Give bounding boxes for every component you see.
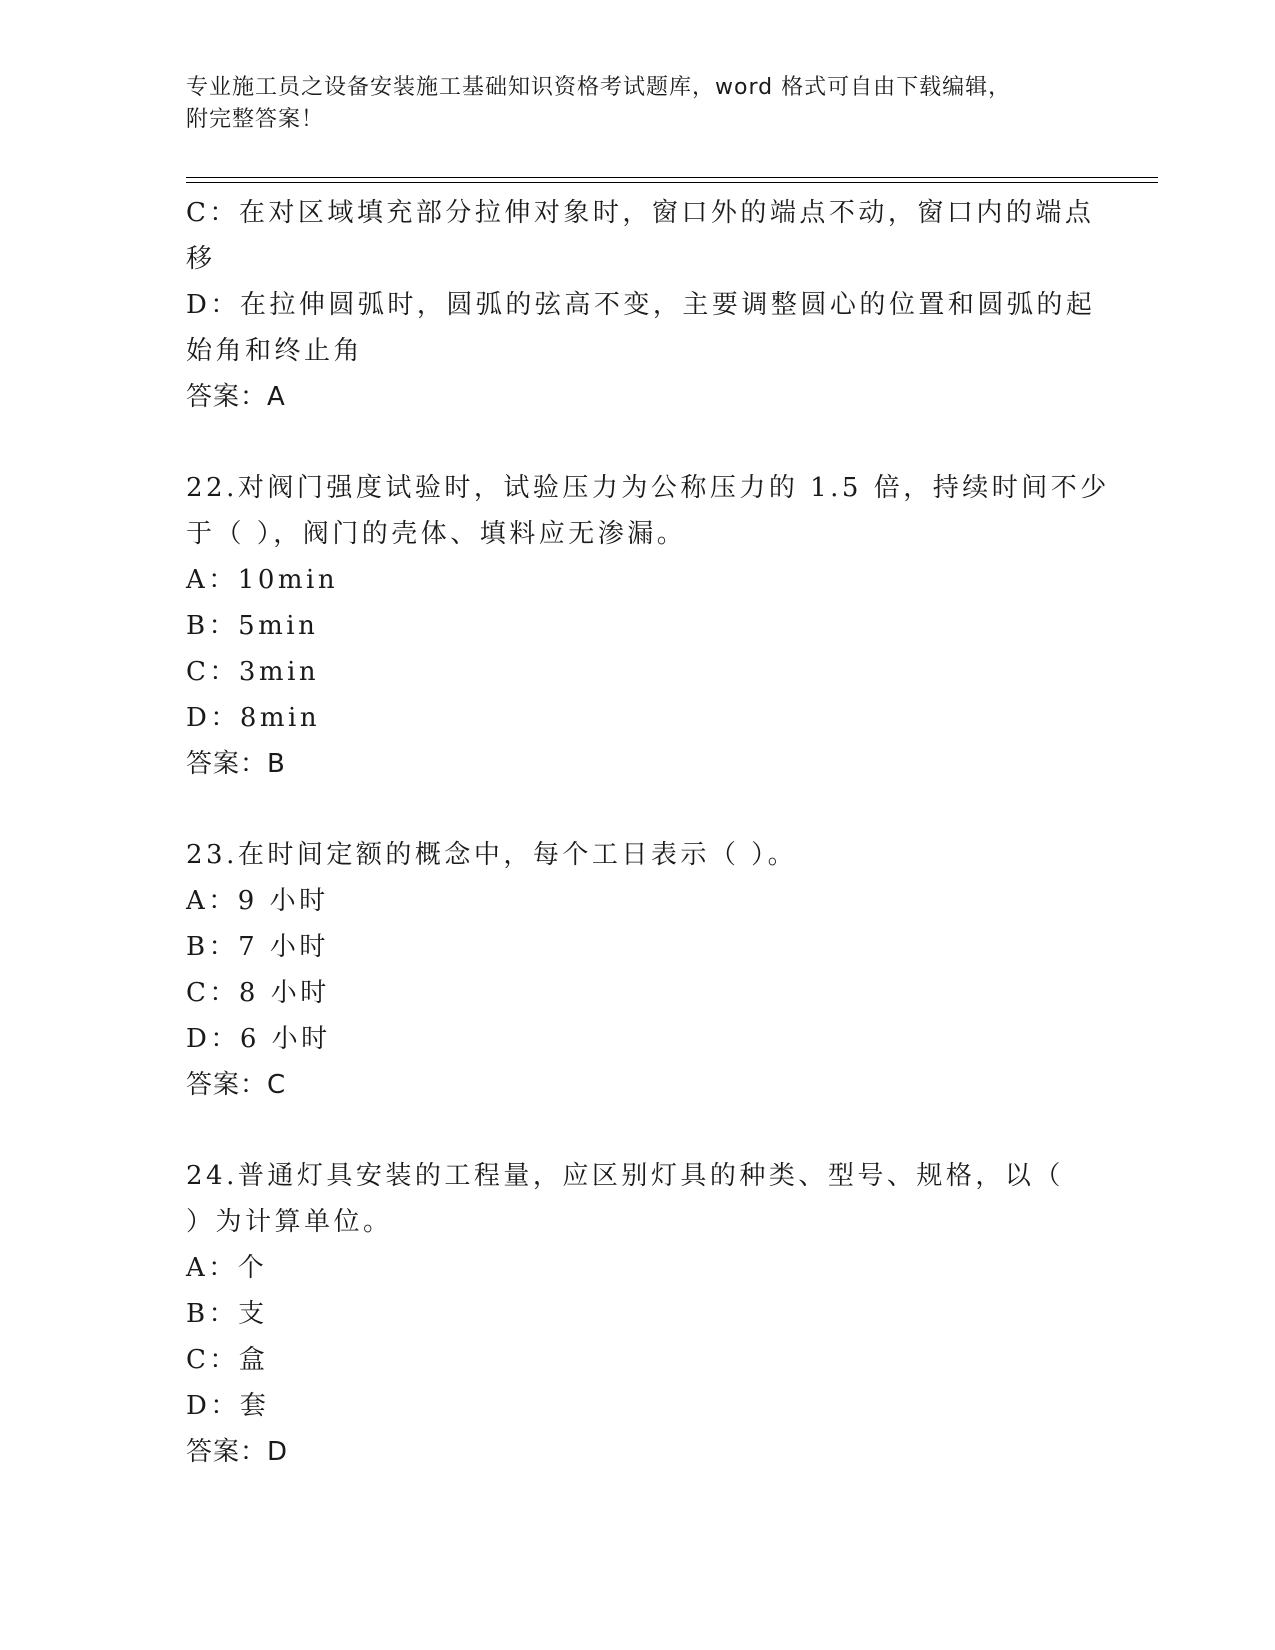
answer-line: 答案：B [186, 749, 286, 779]
option-a: A：10min [186, 565, 339, 595]
option-d: D：6 小时 [186, 1024, 331, 1054]
question-stem-line-1: 24.普通灯具安装的工程量，应区别灯具的种类、型号、规格，以（ [186, 1161, 1064, 1191]
header-line-2: 附完整答案！ [186, 107, 325, 132]
question-22-block [186, 465, 1110, 787]
spacer [186, 1108, 1086, 1153]
answer-line: 答案：D [186, 1437, 289, 1467]
answer-line: 答案：C [186, 1070, 287, 1100]
option-a: A：个 [186, 1253, 268, 1283]
question-stem-line-1: 23.在时间定额的概念中，每个工日表示（ ）。 [186, 840, 798, 870]
question-stem-line-1: 22.对阀门强度试验时，试验压力为公称压力的 1.5 倍，持续时间不少 [186, 473, 1110, 503]
answer-line: 答案：A [186, 382, 286, 412]
question-stem-line-2: 于（ ），阀门的壳体、填料应无渗漏。 [186, 519, 687, 549]
previous-question-block [186, 190, 1096, 420]
option-d-line-2: 始角和终止角 [186, 336, 364, 366]
option-c-line-2: 移 [186, 244, 216, 274]
option-c: C：3min [186, 657, 320, 687]
option-b: B：7 小时 [186, 932, 329, 962]
header-divider-bottom [186, 182, 1158, 183]
spacer [186, 420, 1086, 465]
option-b: B：5min [186, 611, 319, 641]
header-line-1: 专业施工员之设备安装施工基础知识资格考试题库，word 格式可自由下载编辑， [186, 75, 1012, 100]
option-d-line-1: D：在拉伸圆弧时，圆弧的弦高不变，主要调整圆心的位置和圆弧的起 [186, 290, 1096, 320]
option-a: A：9 小时 [186, 886, 329, 916]
option-c: C：8 小时 [186, 978, 330, 1008]
question-stem-line-2: ）为计算单位。 [186, 1207, 393, 1237]
header-divider-top [186, 177, 1158, 178]
question-content [186, 190, 1110, 1475]
question-24-block [186, 1153, 1086, 1475]
question-23-block [186, 832, 1086, 1108]
option-c-line-1: C：在对区域填充部分拉伸对象时，窗口外的端点不动，窗口内的端点 [186, 198, 1095, 228]
spacer [186, 787, 1086, 832]
option-c: C：盒 [186, 1345, 269, 1375]
option-d: D：8min [186, 703, 321, 733]
option-d: D：套 [186, 1391, 270, 1421]
option-b: B：支 [186, 1299, 268, 1329]
document-header [186, 72, 1086, 136]
